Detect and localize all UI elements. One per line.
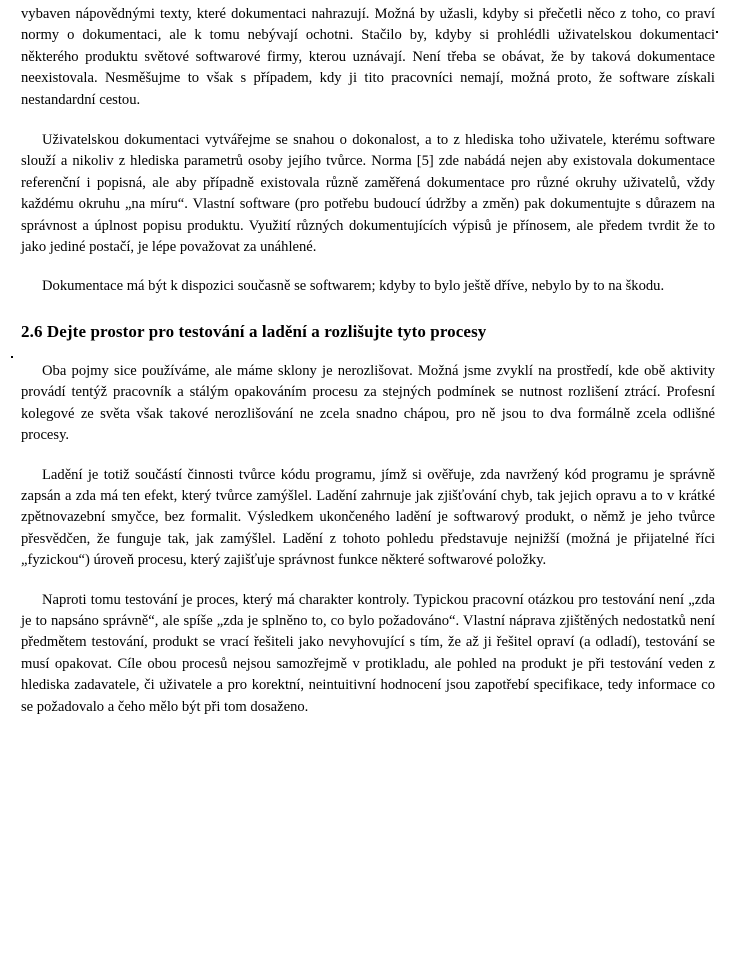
scan-speck xyxy=(11,356,13,358)
scan-speck xyxy=(716,31,718,33)
paragraph-user-documentation: Uživatelskou dokumentaci vytvářejme se snahou o dokonalost, a to z hlediska toho uživatele, kterému software slouží a nikoliv z hlediska parametrů osoby jejího tvůrce. Norma [5] zde nabádá nejen aby existovala dokumentace referenční i popisná, ale aby případně existovala různě zaměřená dokumentace pro různé okruhy uživatelů, vždy každému okruhu „na míru“. Vlastní software (pro potřebu budoucí údržby a změn) pak dokumentujte s důrazem na správnost a úplnost popisu produktu. Využití různých dokumentujících výpisů je přínosem, ale předem tvrdit že to jako jediné postačí, je lépe považovat za unáhlené. xyxy=(21,132,715,256)
paragraph-testing: Naproti tomu testování je proces, který má charakter kontroly. Typickou pracovní otázkou pro testování není „zda je to napsáno správně“, ale spíše „zda je splněno to, co bylo požadováno“. Vlastní náprava zjištěných nedostatků není předmětem testování, produkt se vrací řešiteli jako nevyhovující s tím, že až ji řešitel opraví (a odladí), testování se musí opakovat. Cíle obou procesů nejsou samozřejmě v protikladu, ale pohled na produkt je při testování veden z hlediska zadavatele, či uživatele a pro korektní, neintuitivní hodnocení jsou zapotřebí specifikace, tedy informace co se požadovalo a čeho mělo být při tom dosaženo. xyxy=(21,591,715,715)
paragraph-continuation: vybaven nápovědnými texty, které dokumentaci nahrazují. Možná by užasli, kdyby si přečetli něco z toho, co praví normy o dokumentaci, ale k tomu nebývají ochotni. Stačilo by, kdyby si prohlédli uživatelskou dokumentaci některého produktu světové softwarové firmy, kterou uznávají. Není třeba se obávat, že by taková dokumentace neexistovala. Nesměšujme to však s případem, kdy ji tito pracovníci nemají, možná proto, že software získali nestandardní cestou. xyxy=(21,6,715,108)
paragraph-documentation-availability: Dokumentace má být k dispozici současně se softwarem; kdyby to bylo ještě dříve, nebylo by to na škodu. xyxy=(42,278,665,295)
paragraph-both-terms: Oba pojmy sice používáme, ale máme sklony je nerozlišovat. Možná jsme zvyklí na prostředí, kde obě aktivity provádí tentýž pracovník a stálým opakováním procesu za stejných podmínek se nutnost rozlišení ztrácí. Profesní kolegové ze světa však takové nerozlišování ne zcela snadno chápou, pro ně jsou to dva formálně zcela odlišné procesy. xyxy=(21,362,715,444)
section-heading: 2.6 Dejte prostor pro testování a ladění a rozlišujte tyto procesy xyxy=(21,321,487,341)
paragraph-debugging: Ladění je totiž součástí činnosti tvůrce kódu programu, jímž si ověřuje, zda navržený kód programu je správně zapsán a zda má ten efekt, který tvůrce zamýšlel. Ladění zahrnuje jak zjišťování chyb, tak jejich opravu a to v krátké zpětnovazební smyčce, bez formalit. Výsledkem ukončeného ladění je softwarový produkt, o němž je jeho tvůrce přesvědčen, že funguje tak, jak zamýšlel. Ladění z tohoto pohledu představuje nejnižší (možná je přijatelné říci „fyzickou“) úroveň procesu, který zajišťuje správnost funkce některé softwarové položky. xyxy=(21,466,715,569)
